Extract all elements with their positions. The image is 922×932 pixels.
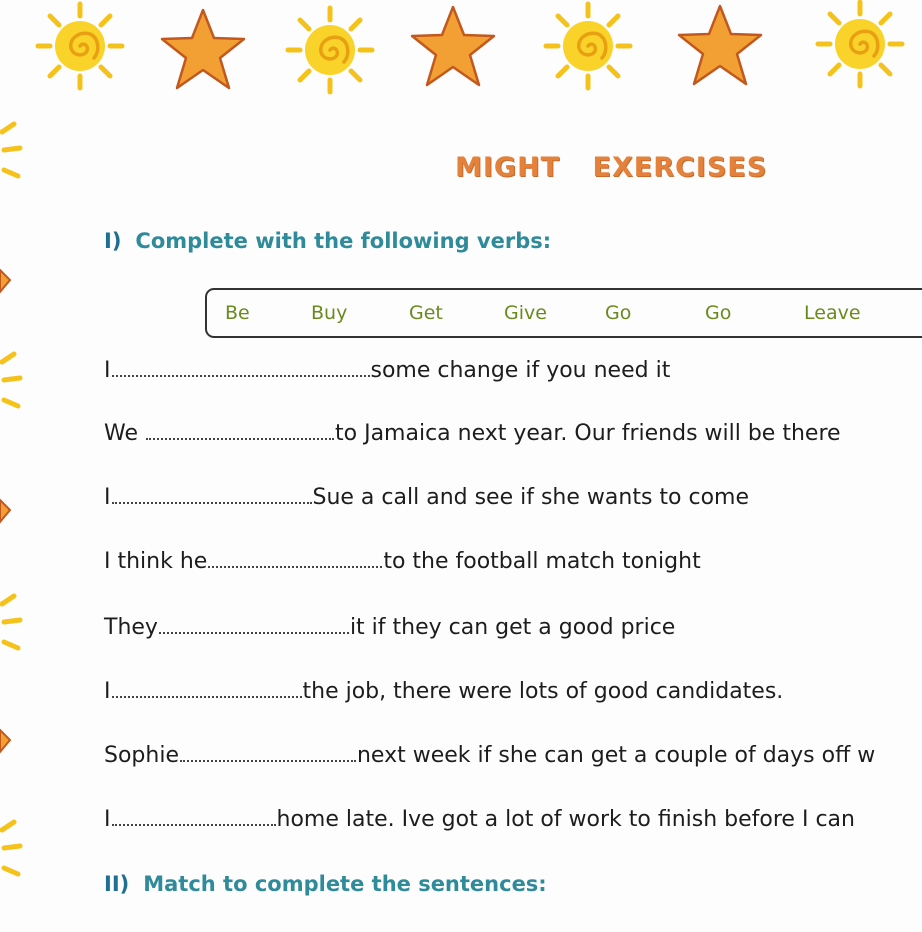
answer-blank[interactable] [112,695,302,698]
sun-icon [2,822,20,874]
sentence-start: They [104,615,158,640]
exercise-sentence [104,807,855,832]
sentence-end: home late. Ive got a lot of work to finish before I can [276,807,855,832]
sun-icon [2,124,20,176]
answer-blank[interactable] [146,437,334,440]
decorative-border-top [0,0,922,110]
section-1-heading [104,229,551,253]
answer-blank[interactable] [112,823,276,826]
sentence-start: I [104,679,111,704]
sun-icon [38,4,122,88]
answer-blank[interactable] [112,374,370,377]
sentence-start: I [104,485,111,510]
sentence-end: some change if you need it [370,358,671,383]
sun-icon [818,2,902,86]
sentence-start: I think he [104,549,208,574]
exercise-sentence [104,615,675,640]
worksheet-title [455,152,767,183]
sun-icon [546,4,630,88]
star-icon [0,270,10,292]
exercise-sentence [104,421,841,446]
sentence-end: to the football match tonight [383,549,701,574]
verb-option: Be [225,302,250,324]
section-2-instruction: Match to complete the sentences: [143,872,547,896]
exercise-sentence [104,549,701,574]
answer-blank[interactable] [112,501,312,504]
verb-option: Give [504,302,547,324]
sentence-start: We [104,421,145,446]
sun-icon [288,8,372,92]
verb-option: Buy [311,302,348,324]
star-icon [0,500,10,522]
star-icon [679,6,761,84]
verb-option: Go [605,302,632,324]
exercise-sentence [104,358,670,383]
title-word-might: MIGHT [455,152,561,183]
sun-icon [2,596,20,648]
sentence-start: Sophie [104,743,179,768]
star-icon [412,7,494,85]
decorative-border-left [0,110,30,932]
section-1-instruction: Complete with the following verbs: [135,229,552,253]
sentence-start: I [104,807,111,832]
answer-blank[interactable] [180,759,356,762]
sentence-end: it if they can get a good price [349,615,676,640]
exercise-sentence [104,679,783,704]
section-2-heading [104,872,547,896]
verb-option: Go [705,302,732,324]
sentence-end: the job, there were lots of good candidates. [302,679,784,704]
star-icon [162,10,244,88]
answer-blank[interactable] [208,565,382,568]
title-word-exercises: EXERCISES [592,152,768,183]
sentence-end: to Jamaica next year. Our friends will be there [335,421,841,446]
verb-option: Get [409,302,443,324]
sentence-end: next week if she can get a couple of days off w [356,743,876,768]
verb-option: Leave [804,302,861,324]
section-2-number: II) [104,872,130,896]
exercise-sentence [104,743,875,768]
star-icon [0,730,10,752]
section-1-number: I) [104,229,122,253]
verb-box [205,288,922,338]
sun-icon [2,354,20,406]
sentence-start: I [104,358,111,383]
exercise-sentence [104,485,749,510]
sentence-end: Sue a call and see if she wants to come [312,485,749,510]
answer-blank[interactable] [159,631,349,634]
